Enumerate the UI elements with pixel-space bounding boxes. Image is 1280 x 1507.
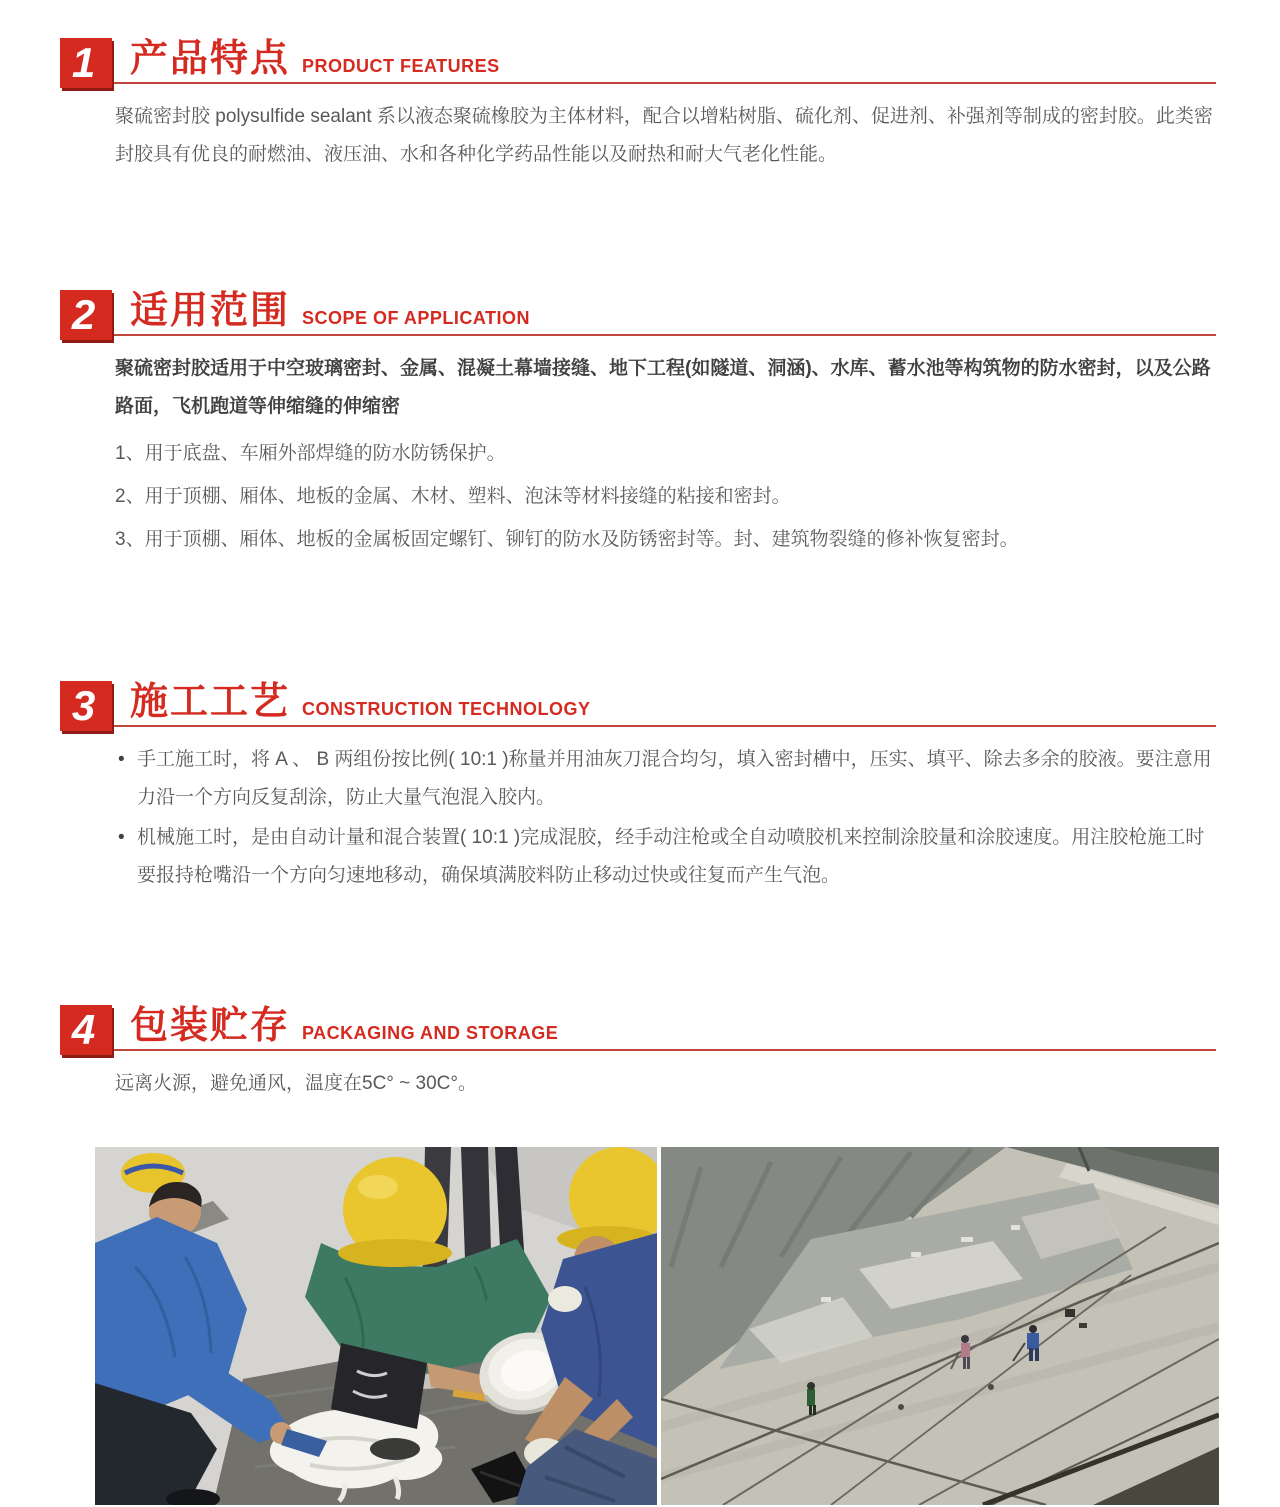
section-scope-of-application xyxy=(60,290,1216,555)
section-title-cn: 施工工艺 xyxy=(130,681,291,724)
dam-slope-photo-illustration xyxy=(661,1147,1219,1505)
section-number-badge xyxy=(60,1005,112,1055)
section-2-header xyxy=(60,290,1216,336)
photo-row xyxy=(95,1147,1216,1505)
section-product-features xyxy=(60,38,1216,174)
section-2-body xyxy=(115,350,1216,555)
section-title-en: SCOPE OF APPLICATION xyxy=(302,308,531,328)
photo-dam-slope-sealing xyxy=(661,1147,1219,1505)
section-3-body xyxy=(115,741,1216,895)
section-number: 3 xyxy=(71,682,96,729)
application-item-1: 1、用于底盘、车厢外部焊缝的防水防锈保护。 xyxy=(115,443,506,464)
section-number-badge xyxy=(60,290,112,340)
section-4-header xyxy=(60,1005,1216,1051)
application-item-2: 2、用于顶棚、厢体、地板的金属、木材、塑料、泡沫等材料接缝的粘接和密封。 xyxy=(115,486,791,507)
section-1-body xyxy=(115,98,1216,174)
photo-workers-applying-sealant xyxy=(95,1147,657,1505)
application-list xyxy=(115,439,1216,555)
section-number: 1 xyxy=(71,39,96,86)
section-4-body xyxy=(115,1065,1216,1103)
section-construction-technology xyxy=(60,681,1216,895)
construction-steps-list xyxy=(115,741,1216,895)
storage-paragraph: 远离火源，避免通风，温度在5C° ~ 30C°。 xyxy=(115,1073,477,1094)
section-number-badge xyxy=(60,38,112,88)
section-title-en: PACKAGING AND STORAGE xyxy=(302,1023,559,1043)
workers-photo-illustration xyxy=(95,1147,657,1505)
section-title-cn: 包装贮存 xyxy=(130,1005,291,1048)
section-title-cn: 适用范围 xyxy=(130,290,291,333)
construction-step-mechanical: • 机械施工时，是由自动计量和混合装置( 10:1 )完成混胶，经手动注枪或全自动喷胶机来控制涂胶量和涂胶速度。用注胶枪施工时要报持枪嘴沿一个方向匀速地移动，确保填满胶料防止移动过快或往复而产生气泡。 xyxy=(115,819,1216,895)
section-number-badge xyxy=(60,681,112,731)
section-1-header xyxy=(60,38,1216,84)
features-paragraph: 聚硫密封胶 polysulfide sealant 系以液态聚硫橡胶为主体材料，配合以增粘树脂、硫化剂、促进剂、补强剂等制成的密封胶。此类密封胶具有优良的耐燃油、液压油、水和各种化学药品性能以及耐热和耐大气老化性能。 xyxy=(115,106,1213,165)
section-number: 4 xyxy=(71,1006,96,1053)
scope-lead-paragraph: 聚硫密封胶适用于中空玻璃密封、金属、混凝土幕墙接缝、地下工程(如隧道、洞涵)、水库、蓄水池等构筑物的防水密封，以及公路路面，飞机跑道等伸缩缝的伸缩密 xyxy=(115,358,1211,417)
section-title-en: CONSTRUCTION TECHNOLOGY xyxy=(302,699,591,719)
application-item-3: 3、用于顶棚、厢体、地板的金属板固定螺钉、铆钉的防水及防锈密封等。封、建筑物裂缝的修补恢复密封。 xyxy=(115,529,1019,550)
section-title-cn: 产品特点 xyxy=(130,38,291,81)
section-3-header xyxy=(60,681,1216,727)
section-packaging-storage xyxy=(60,1005,1216,1103)
construction-step-manual: • 手工施工时，将 A 、 B 两组份按比例( 10:1 )称量并用油灰刀混合均匀，填入密封槽中，压实、填平、除去多余的胶液。要注意用力沿一个方向反复刮涂，防止大量气泡混入胶内。 xyxy=(115,741,1216,817)
section-title-en: PRODUCT FEATURES xyxy=(302,56,500,76)
section-number: 2 xyxy=(71,291,96,338)
